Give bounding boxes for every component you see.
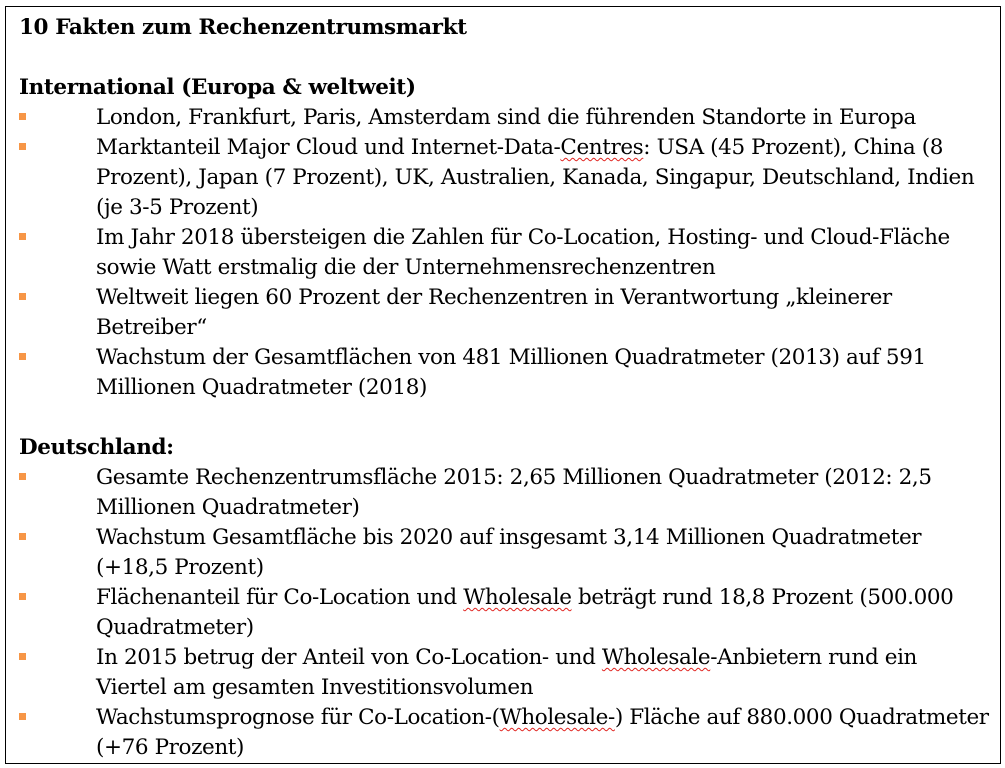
text-segment: Im Jahr 2018 übersteigen die Zahlen für Co-Location, Hosting- und Cloud-Fläche sowie Watt erstmalig die der Unternehmensrechenzentren	[96, 225, 950, 280]
section-heading-international: International (Europa & weltweit)	[19, 75, 416, 100]
square-bullet-icon	[19, 653, 26, 660]
bullet-text	[96, 465, 932, 520]
square-bullet-icon	[19, 293, 26, 300]
text-segment: In 2015 betrug der Anteil von Co-Location- und	[96, 645, 602, 670]
text-segment: Wachstumsprognose für Co-Location-(	[96, 705, 500, 730]
text-segment: ) Fläche auf 880.000 Quadratmeter (+76 Prozent)	[96, 705, 989, 760]
bullet-item	[19, 463, 992, 523]
bullet-item	[19, 223, 992, 283]
text-segment: Weltweit liegen 60 Prozent der Rechenzentren in Verantwortung „kleinerer Betreiber“	[96, 285, 892, 340]
square-bullet-icon	[19, 473, 26, 480]
document-title: 10 Fakten zum Rechenzentrumsmarkt	[19, 15, 467, 40]
bullet-text	[96, 705, 989, 760]
bullet-item	[19, 283, 992, 343]
square-bullet-icon	[19, 353, 26, 360]
text-segment: Wachstum der Gesamtflächen von 481 Millionen Quadratmeter (2013) auf 591 Millionen Quadratmeter (2018)	[96, 345, 926, 400]
text-segment: : USA (45 Prozent), China (8 Prozent), Japan (7 Prozent), UK, Australien, Kanada, Singapur, Deutschland, Indien (je 3-5 Prozent)	[96, 135, 975, 220]
bullet-text	[96, 285, 892, 340]
bullet-text	[96, 645, 917, 700]
bullet-item	[19, 583, 992, 643]
bullet-list-international	[19, 103, 992, 403]
document-body	[19, 13, 992, 763]
square-bullet-icon	[19, 113, 26, 120]
square-bullet-icon	[19, 233, 26, 240]
square-bullet-icon	[19, 533, 26, 540]
spellcheck-flagged-word: Centres	[560, 135, 644, 160]
text-segment: Marktanteil Major Cloud und Internet-Data-	[96, 135, 561, 160]
spellcheck-flagged-word: Wholesale	[601, 645, 711, 670]
bullet-text	[96, 135, 974, 220]
bullet-text	[96, 525, 921, 580]
bullet-item	[19, 703, 992, 763]
square-bullet-icon	[19, 593, 26, 600]
text-segment: London, Frankfurt, Paris, Amsterdam sind die führenden Standorte in Europa	[96, 105, 916, 130]
bullet-item	[19, 103, 992, 133]
bullet-item	[19, 133, 992, 223]
bullet-text	[96, 105, 916, 130]
bullet-text	[96, 585, 953, 640]
bullet-text	[96, 225, 950, 280]
text-segment: Wachstum Gesamtfläche bis 2020 auf insgesamt 3,14 Millionen Quadratmeter (+18,5 Prozent)	[96, 525, 922, 580]
bullet-text	[96, 345, 926, 400]
text-segment: -Anbietern rund ein Viertel am gesamten Investitionsvolumen	[96, 645, 917, 700]
blank-line	[19, 403, 992, 433]
bullet-list-deutschland	[19, 463, 992, 763]
bullet-item	[19, 643, 992, 703]
blank-line	[19, 43, 992, 73]
spellcheck-flagged-word: Wholesale-	[499, 705, 615, 730]
fact-box	[5, 6, 1001, 764]
spellcheck-flagged-word: Wholesale	[463, 585, 572, 610]
square-bullet-icon	[19, 143, 26, 150]
square-bullet-icon	[19, 713, 26, 720]
bullet-item	[19, 343, 992, 403]
bullet-item	[19, 523, 992, 583]
text-segment: Flächenanteil für Co-Location und	[96, 585, 464, 610]
text-segment: Gesamte Rechenzentrumsfläche 2015: 2,65 Millionen Quadratmeter (2012: 2,5 Millionen Quadratmeter)	[96, 465, 932, 520]
section-heading-deutschland: Deutschland:	[19, 435, 174, 460]
text-segment: beträgt rund 18,8 Prozent (500.000 Quadratmeter)	[96, 585, 954, 640]
